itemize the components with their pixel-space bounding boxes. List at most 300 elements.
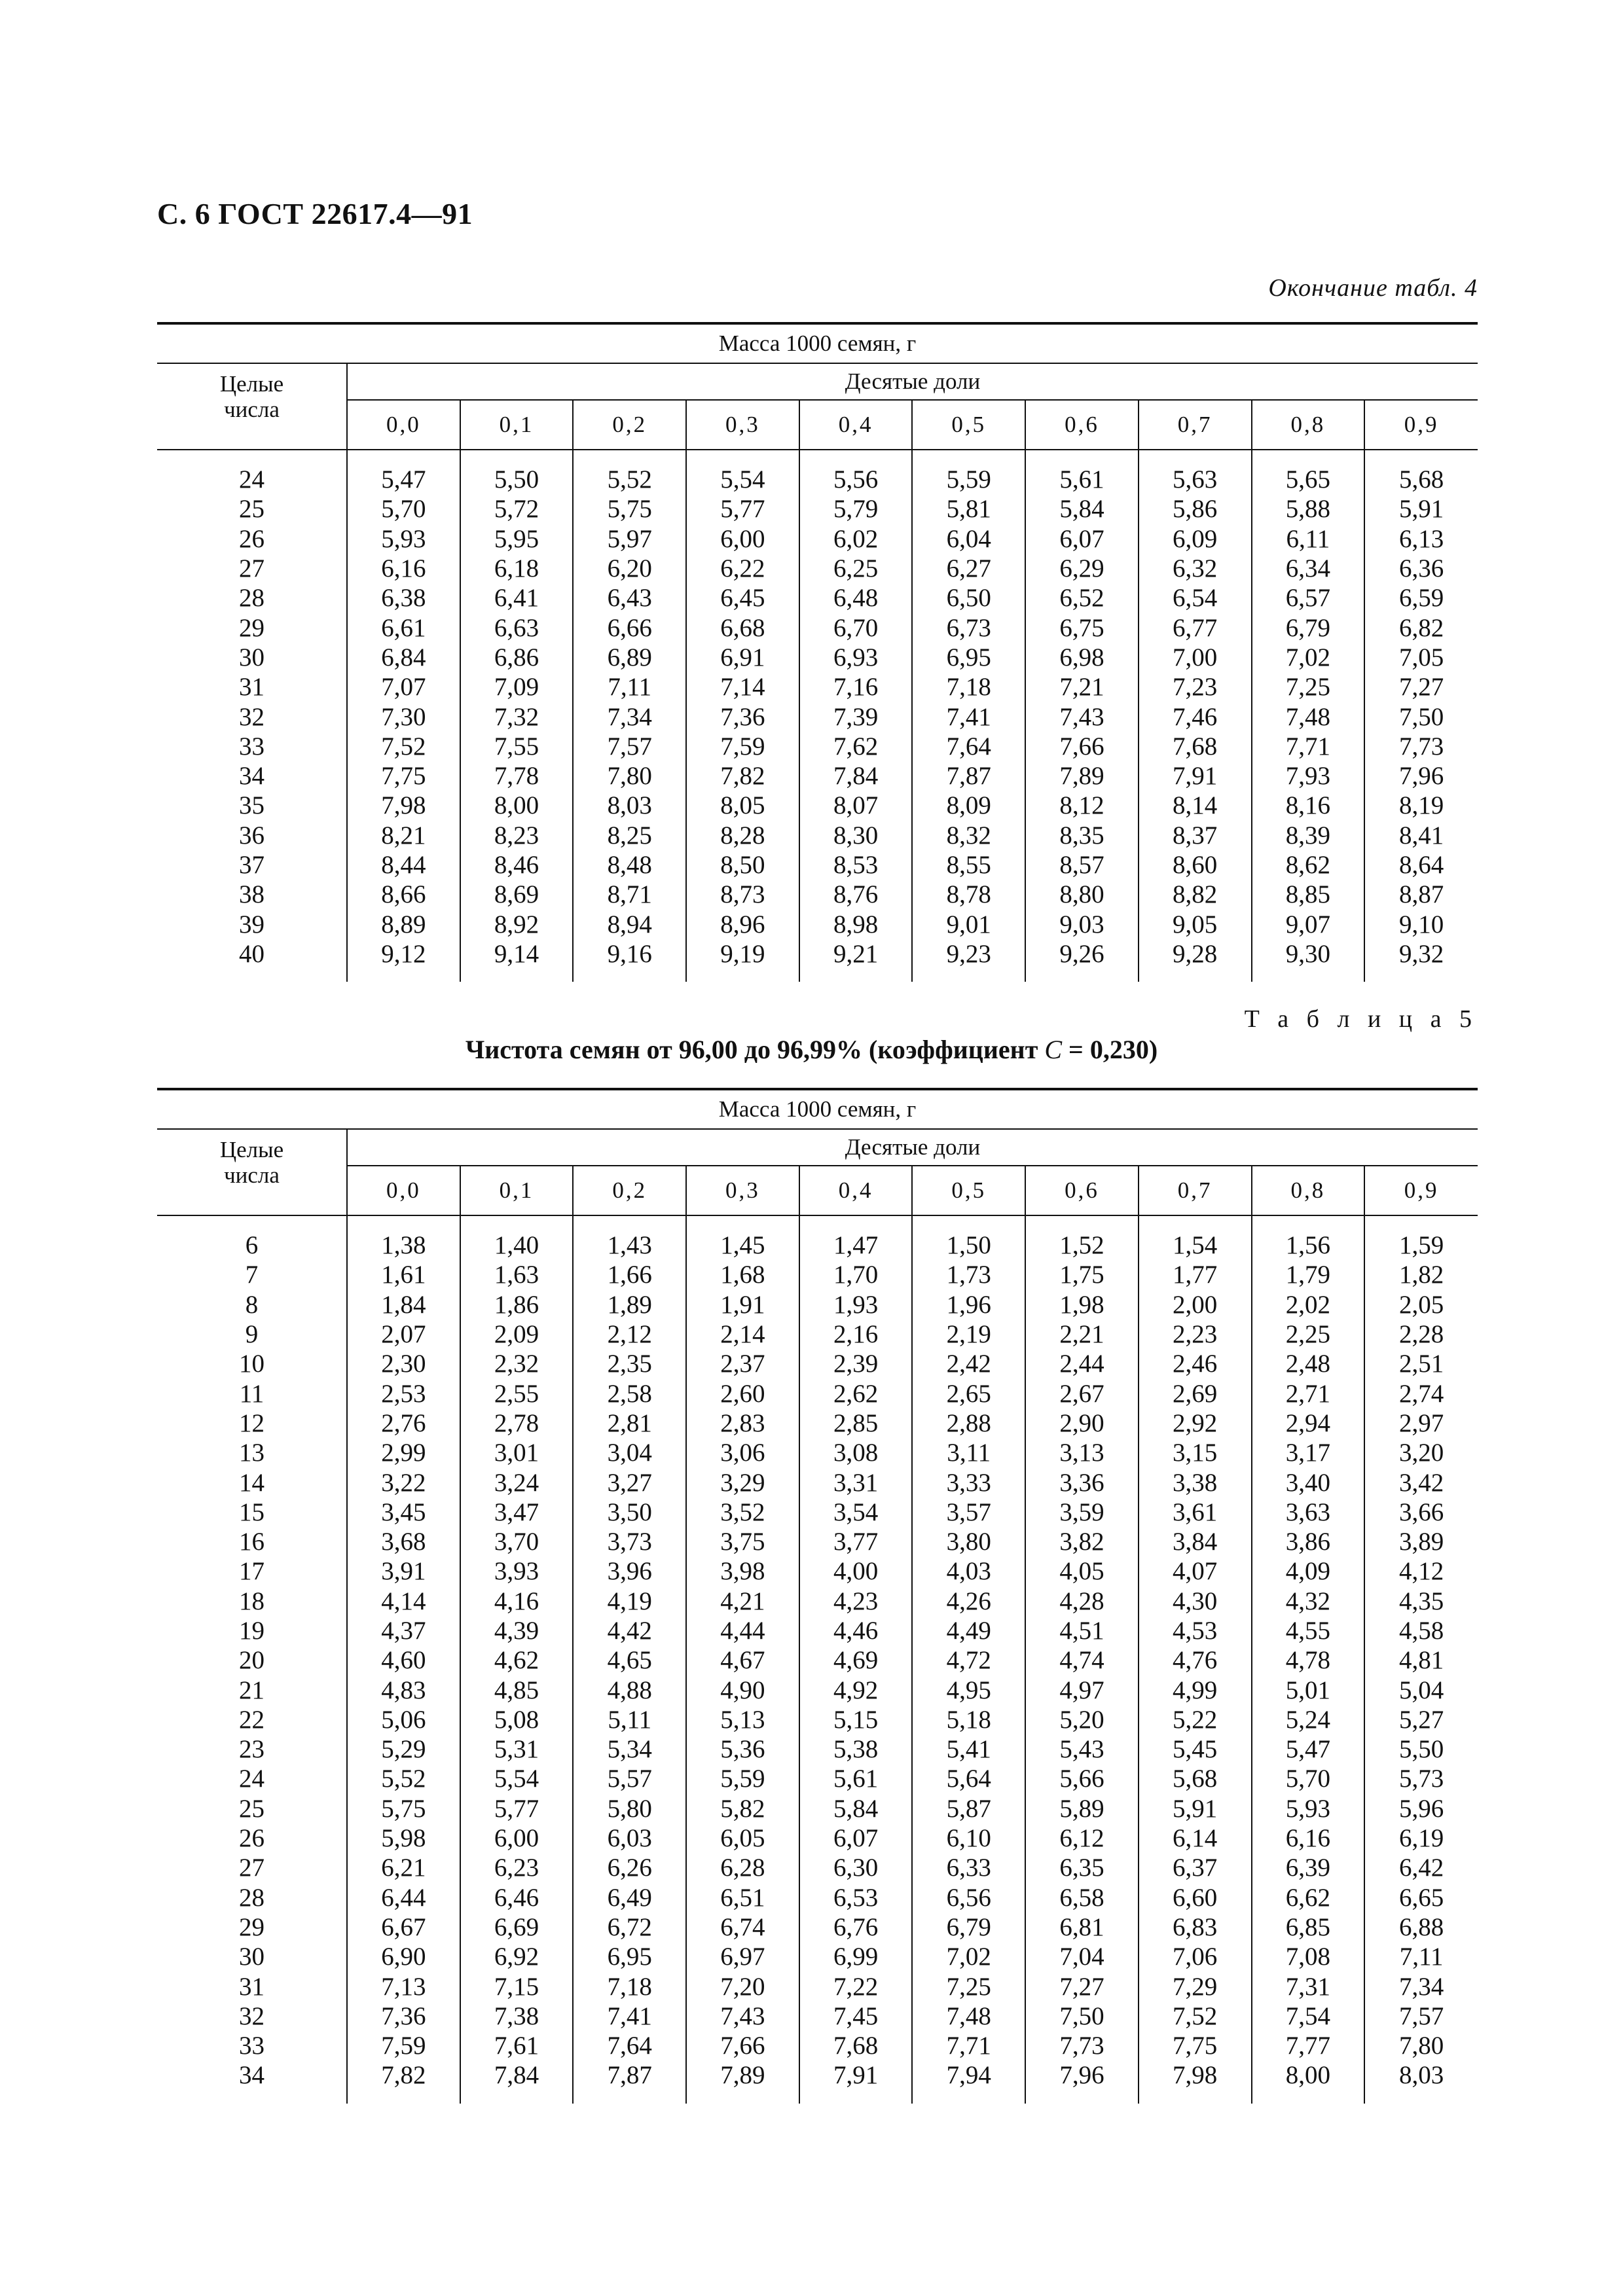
value-cell: 7,48 bbox=[912, 2001, 1025, 2031]
value-cell: 2,07 bbox=[347, 1319, 460, 1349]
spacer-cell bbox=[1252, 1215, 1365, 1230]
value-cell: 6,59 bbox=[1398, 584, 1444, 613]
value-cell: 4,83 bbox=[347, 1675, 460, 1704]
table-row bbox=[157, 643, 1478, 672]
value-cell: 7,04 bbox=[1025, 1942, 1139, 1971]
value-cell: 4,90 bbox=[686, 1675, 799, 1704]
value-cell: 5,59 bbox=[912, 465, 1025, 494]
padding-cell bbox=[157, 2090, 347, 2104]
value-cell: 5,54 bbox=[460, 1764, 574, 1793]
value-cell: 8,16 bbox=[1252, 791, 1365, 820]
value-cell: 1,38 bbox=[347, 1230, 460, 1260]
value-cell: 5,54 bbox=[686, 465, 799, 494]
table-row bbox=[157, 1645, 1478, 1675]
value-cell: 8,50 bbox=[686, 850, 799, 880]
decimal-column-header: 0,0 bbox=[347, 1166, 460, 1215]
value-cell: 3,20 bbox=[1398, 1439, 1444, 1467]
value-cell: 1,66 bbox=[573, 1260, 686, 1289]
value-cell: 5,43 bbox=[1025, 1734, 1139, 1764]
value-cell: 4,67 bbox=[686, 1645, 799, 1675]
value-cell: 4,49 bbox=[912, 1616, 1025, 1645]
value-cell: 7,94 bbox=[912, 2060, 1025, 2090]
table-5-body bbox=[157, 1215, 1478, 2104]
value-cell: 6,11 bbox=[1252, 524, 1365, 554]
value-cell: 6,12 bbox=[1025, 1823, 1139, 1853]
value-cell: 7,96 bbox=[1398, 762, 1444, 791]
table-row bbox=[157, 494, 1478, 524]
value-cell: 8,66 bbox=[347, 880, 460, 909]
value-cell: 7,82 bbox=[686, 761, 799, 791]
value-cell: 2,83 bbox=[686, 1408, 799, 1438]
value-cell: 6,00 bbox=[460, 1823, 574, 1853]
integer-cell: 30 bbox=[157, 643, 347, 672]
value-cell: 7,15 bbox=[460, 1971, 574, 2001]
integers-header bbox=[157, 1129, 347, 1215]
value-cell: 6,84 bbox=[347, 643, 460, 672]
value-cell: 5,04 bbox=[1398, 1676, 1444, 1704]
value-cell: 1,89 bbox=[573, 1290, 686, 1319]
value-cell: 7,32 bbox=[460, 702, 574, 731]
table-row bbox=[157, 1794, 1478, 1823]
value-cell: 8,57 bbox=[1025, 850, 1139, 880]
table-row bbox=[157, 1230, 1478, 1260]
table-row bbox=[157, 672, 1478, 702]
value-cell: 7,84 bbox=[460, 2060, 574, 2090]
value-cell: 5,68 bbox=[1398, 465, 1444, 494]
value-cell: 8,69 bbox=[460, 880, 574, 909]
value-cell: 8,64 bbox=[1398, 851, 1444, 879]
value-cell: 6,36 bbox=[1398, 554, 1444, 583]
value-cell: 7,48 bbox=[1252, 702, 1365, 731]
value-cell: 8,46 bbox=[460, 850, 574, 880]
integer-cell: 6 bbox=[157, 1230, 347, 1260]
value-cell: 7,64 bbox=[573, 2031, 686, 2060]
value-cell: 3,66 bbox=[1398, 1498, 1444, 1526]
value-cell: 4,74 bbox=[1025, 1645, 1139, 1675]
value-cell: 2,02 bbox=[1252, 1290, 1365, 1319]
value-cell: 7,14 bbox=[686, 672, 799, 702]
integer-cell: 20 bbox=[157, 1645, 347, 1675]
value-cell: 3,38 bbox=[1139, 1467, 1252, 1497]
value-cell: 5,20 bbox=[1025, 1705, 1139, 1734]
value-cell: 2,46 bbox=[1139, 1349, 1252, 1378]
value-cell: 4,16 bbox=[460, 1587, 574, 1616]
value-cell: 4,03 bbox=[912, 1556, 1025, 1586]
integer-cell: 19 bbox=[157, 1616, 347, 1645]
table-4 bbox=[157, 322, 1478, 982]
value-cell: 2,62 bbox=[799, 1378, 913, 1408]
table-row bbox=[157, 732, 1478, 761]
value-cell: 7,46 bbox=[1139, 702, 1252, 731]
spacer-cell bbox=[347, 450, 460, 465]
value-cell: 8,44 bbox=[347, 850, 460, 880]
decimal-column-header: 0,3 bbox=[686, 400, 799, 450]
value-cell: 2,69 bbox=[1139, 1378, 1252, 1408]
value-cell: 6,48 bbox=[799, 583, 913, 613]
value-cell: 7,21 bbox=[1025, 672, 1139, 702]
value-cell: 2,99 bbox=[347, 1438, 460, 1467]
value-cell: 2,65 bbox=[912, 1378, 1025, 1408]
value-cell: 5,77 bbox=[686, 494, 799, 524]
value-cell: 8,14 bbox=[1139, 791, 1252, 820]
value-cell: 5,24 bbox=[1252, 1705, 1365, 1734]
value-cell: 3,96 bbox=[573, 1556, 686, 1586]
value-cell: 6,79 bbox=[1252, 613, 1365, 642]
value-cell: 4,58 bbox=[1398, 1617, 1444, 1645]
value-cell: 1,98 bbox=[1025, 1290, 1139, 1319]
value-cell: 4,60 bbox=[347, 1645, 460, 1675]
value-cell: 6,04 bbox=[912, 524, 1025, 554]
value-cell: 2,92 bbox=[1139, 1408, 1252, 1438]
decimal-column-header: 0,5 bbox=[912, 400, 1025, 450]
decimal-column-header: 0,4 bbox=[799, 1166, 913, 1215]
value-cell: 2,53 bbox=[347, 1378, 460, 1408]
value-cell: 8,30 bbox=[799, 821, 913, 850]
value-cell: 6,65 bbox=[1398, 1883, 1444, 1912]
value-cell: 9,21 bbox=[799, 939, 913, 969]
table-row bbox=[157, 761, 1478, 791]
spacer-cell bbox=[1252, 450, 1365, 465]
value-cell: 1,40 bbox=[460, 1230, 574, 1260]
value-cell: 6,95 bbox=[912, 643, 1025, 672]
value-cell: 7,73 bbox=[1025, 2031, 1139, 2060]
table-row bbox=[157, 1498, 1478, 1527]
value-cell: 8,55 bbox=[912, 850, 1025, 880]
value-cell: 2,85 bbox=[799, 1408, 913, 1438]
table-row bbox=[157, 1587, 1478, 1616]
value-cell: 7,73 bbox=[1398, 732, 1444, 761]
value-cell: 8,35 bbox=[1025, 821, 1139, 850]
value-cell: 7,50 bbox=[1025, 2001, 1139, 2031]
value-cell: 7,98 bbox=[347, 791, 460, 820]
value-cell: 3,40 bbox=[1252, 1467, 1365, 1497]
value-cell: 7,68 bbox=[1139, 732, 1252, 761]
value-cell: 8,03 bbox=[1398, 2061, 1444, 2090]
value-cell: 6,57 bbox=[1252, 583, 1365, 613]
integer-cell: 37 bbox=[157, 850, 347, 880]
value-cell: 6,92 bbox=[460, 1942, 574, 1971]
integer-cell: 30 bbox=[157, 1942, 347, 1971]
value-cell: 8,80 bbox=[1025, 880, 1139, 909]
value-cell: 6,69 bbox=[460, 1912, 574, 1942]
value-cell: 7,52 bbox=[347, 732, 460, 761]
table-row bbox=[157, 909, 1478, 939]
value-cell: 6,41 bbox=[460, 583, 574, 613]
value-cell: 8,92 bbox=[460, 909, 574, 939]
value-cell: 4,35 bbox=[1398, 1587, 1444, 1615]
value-cell: 7,98 bbox=[1139, 2060, 1252, 2090]
value-cell: 3,01 bbox=[460, 1438, 574, 1467]
value-cell: 2,44 bbox=[1025, 1349, 1139, 1378]
value-cell: 2,09 bbox=[460, 1319, 574, 1349]
value-cell: 2,39 bbox=[799, 1349, 913, 1378]
value-cell: 6,13 bbox=[1398, 524, 1444, 553]
value-cell: 2,97 bbox=[1398, 1408, 1444, 1437]
value-cell: 5,27 bbox=[1398, 1705, 1444, 1734]
value-cell: 5,77 bbox=[460, 1794, 574, 1823]
value-cell: 1,50 bbox=[912, 1230, 1025, 1260]
value-cell: 8,85 bbox=[1252, 880, 1365, 909]
value-cell: 5,41 bbox=[912, 1734, 1025, 1764]
integer-cell: 24 bbox=[157, 1764, 347, 1793]
value-cell: 6,56 bbox=[912, 1883, 1025, 1912]
value-cell: 6,34 bbox=[1252, 554, 1365, 583]
decimal-column-header: 0,4 bbox=[799, 400, 913, 450]
value-cell: 8,60 bbox=[1139, 850, 1252, 880]
value-cell: 7,18 bbox=[573, 1971, 686, 2001]
integer-cell: 24 bbox=[157, 465, 347, 494]
value-cell: 9,07 bbox=[1252, 909, 1365, 939]
value-cell: 3,22 bbox=[347, 1467, 460, 1497]
integer-cell: 28 bbox=[157, 583, 347, 613]
value-cell: 7,57 bbox=[1398, 2001, 1444, 2030]
value-cell: 5,64 bbox=[912, 1764, 1025, 1793]
integer-cell: 11 bbox=[157, 1378, 347, 1408]
value-cell: 5,50 bbox=[1398, 1735, 1444, 1764]
value-cell: 5,89 bbox=[1025, 1794, 1139, 1823]
value-cell: 4,19 bbox=[573, 1587, 686, 1616]
value-cell: 7,55 bbox=[460, 732, 574, 761]
value-cell: 5,68 bbox=[1139, 1764, 1252, 1793]
value-cell: 3,29 bbox=[686, 1467, 799, 1497]
value-cell: 7,25 bbox=[1252, 672, 1365, 702]
value-cell: 4,55 bbox=[1252, 1616, 1365, 1645]
value-cell: 4,78 bbox=[1252, 1645, 1365, 1675]
decimal-column-header: 0,9 bbox=[1364, 400, 1478, 450]
integer-cell: 13 bbox=[157, 1438, 347, 1467]
value-cell: 7,02 bbox=[912, 1942, 1025, 1971]
table-row bbox=[157, 1349, 1478, 1378]
value-cell: 7,82 bbox=[347, 2060, 460, 2090]
table-row bbox=[157, 613, 1478, 642]
value-cell: 5,06 bbox=[347, 1705, 460, 1734]
padding-cell bbox=[912, 2090, 1025, 2104]
integer-cell: 28 bbox=[157, 1883, 347, 1912]
value-cell: 7,29 bbox=[1139, 1971, 1252, 2001]
integer-cell: 39 bbox=[157, 909, 347, 939]
value-cell: 6,46 bbox=[460, 1883, 574, 1912]
integer-cell: 29 bbox=[157, 613, 347, 642]
value-cell: 6,73 bbox=[912, 613, 1025, 642]
integer-cell: 15 bbox=[157, 1498, 347, 1527]
value-cell: 7,59 bbox=[347, 2031, 460, 2060]
value-cell: 5,57 bbox=[573, 1764, 686, 1793]
value-cell: 7,43 bbox=[1025, 702, 1139, 731]
value-cell: 3,31 bbox=[799, 1467, 913, 1497]
value-cell: 6,22 bbox=[686, 554, 799, 583]
spacer-cell bbox=[347, 1215, 460, 1230]
value-cell: 5,86 bbox=[1139, 494, 1252, 524]
spacer-cell bbox=[686, 450, 799, 465]
value-cell: 7,93 bbox=[1252, 761, 1365, 791]
spacer-cell bbox=[912, 450, 1025, 465]
table-row bbox=[157, 1971, 1478, 2001]
value-cell: 1,79 bbox=[1252, 1260, 1365, 1289]
value-cell: 6,20 bbox=[573, 554, 686, 583]
padding-cell bbox=[347, 969, 460, 982]
value-cell: 3,82 bbox=[1025, 1527, 1139, 1556]
value-cell: 6,49 bbox=[573, 1883, 686, 1912]
value-cell: 6,98 bbox=[1025, 643, 1139, 672]
integer-cell: 27 bbox=[157, 1853, 347, 1882]
value-cell: 6,35 bbox=[1025, 1853, 1139, 1882]
value-cell: 3,04 bbox=[573, 1438, 686, 1467]
value-cell: 4,69 bbox=[799, 1645, 913, 1675]
value-cell: 4,14 bbox=[347, 1587, 460, 1616]
value-cell: 6,38 bbox=[347, 583, 460, 613]
value-cell: 7,68 bbox=[799, 2031, 913, 2060]
value-cell: 7,08 bbox=[1252, 1942, 1365, 1971]
value-cell: 5,36 bbox=[686, 1734, 799, 1764]
value-cell: 9,32 bbox=[1398, 939, 1444, 968]
value-cell: 5,34 bbox=[573, 1734, 686, 1764]
table-row bbox=[157, 1734, 1478, 1764]
value-cell: 6,90 bbox=[347, 1942, 460, 1971]
value-cell: 6,43 bbox=[573, 583, 686, 613]
value-cell: 5,73 bbox=[1398, 1765, 1444, 1793]
value-cell: 2,51 bbox=[1398, 1350, 1444, 1378]
value-cell: 5,95 bbox=[460, 524, 574, 554]
value-cell: 4,21 bbox=[686, 1587, 799, 1616]
value-cell: 7,09 bbox=[460, 672, 574, 702]
mass-header: Масса 1000 семян, г bbox=[157, 323, 1478, 363]
value-cell: 7,80 bbox=[573, 761, 686, 791]
value-cell: 7,05 bbox=[1398, 643, 1444, 672]
value-cell: 8,32 bbox=[912, 821, 1025, 850]
integers-header bbox=[157, 363, 347, 450]
spacer-cell bbox=[1025, 450, 1139, 465]
value-cell: 7,31 bbox=[1252, 1971, 1365, 2001]
value-cell: 2,12 bbox=[573, 1319, 686, 1349]
table-row bbox=[157, 2031, 1478, 2060]
value-cell: 6,68 bbox=[686, 613, 799, 642]
value-cell: 6,32 bbox=[1139, 554, 1252, 583]
value-cell: 4,26 bbox=[912, 1587, 1025, 1616]
value-cell: 7,25 bbox=[912, 1971, 1025, 2001]
padding-cell bbox=[573, 2090, 686, 2104]
value-cell: 6,51 bbox=[686, 1883, 799, 1912]
value-cell: 6,58 bbox=[1025, 1883, 1139, 1912]
value-cell: 6,16 bbox=[1252, 1823, 1365, 1853]
table-row bbox=[157, 1883, 1478, 1912]
value-cell: 6,25 bbox=[799, 554, 913, 583]
value-cell: 3,80 bbox=[912, 1527, 1025, 1556]
spacer-cell bbox=[460, 450, 574, 465]
value-cell: 8,96 bbox=[686, 909, 799, 939]
value-cell: 6,62 bbox=[1252, 1883, 1365, 1912]
table-5 bbox=[157, 1088, 1478, 2104]
spacer-cell bbox=[1364, 1215, 1478, 1230]
value-cell: 5,22 bbox=[1139, 1705, 1252, 1734]
value-cell: 7,16 bbox=[799, 672, 913, 702]
integer-cell: 22 bbox=[157, 1705, 347, 1734]
padding-cell bbox=[686, 2090, 799, 2104]
value-cell: 6,07 bbox=[799, 1823, 913, 1853]
padding-cell bbox=[799, 2090, 913, 2104]
value-cell: 8,71 bbox=[573, 880, 686, 909]
integer-cell: 32 bbox=[157, 2001, 347, 2031]
value-cell: 6,23 bbox=[460, 1853, 574, 1882]
value-cell: 6,99 bbox=[799, 1942, 913, 1971]
table-row bbox=[157, 1438, 1478, 1467]
value-cell: 1,59 bbox=[1398, 1231, 1444, 1260]
value-cell: 8,39 bbox=[1252, 821, 1365, 850]
value-cell: 7,11 bbox=[573, 672, 686, 702]
value-cell: 7,20 bbox=[686, 1971, 799, 2001]
value-cell: 6,76 bbox=[799, 1912, 913, 1942]
value-cell: 5,45 bbox=[1139, 1734, 1252, 1764]
value-cell: 4,07 bbox=[1139, 1556, 1252, 1586]
decimal-column-header: 0,8 bbox=[1252, 1166, 1365, 1215]
integers-header-line2: числа bbox=[224, 396, 280, 422]
table-row bbox=[157, 1705, 1478, 1734]
value-cell: 4,81 bbox=[1398, 1646, 1444, 1675]
value-cell: 4,39 bbox=[460, 1616, 574, 1645]
value-cell: 6,45 bbox=[686, 583, 799, 613]
value-cell: 2,21 bbox=[1025, 1319, 1139, 1349]
value-cell: 6,74 bbox=[686, 1912, 799, 1942]
spacer-cell bbox=[157, 450, 347, 465]
value-cell: 7,62 bbox=[799, 732, 913, 761]
value-cell: 6,42 bbox=[1398, 1854, 1444, 1882]
integer-cell: 27 bbox=[157, 554, 347, 583]
value-cell: 6,86 bbox=[460, 643, 574, 672]
value-cell: 6,26 bbox=[573, 1853, 686, 1882]
value-cell: 2,37 bbox=[686, 1349, 799, 1378]
value-cell: 8,62 bbox=[1252, 850, 1365, 880]
value-cell: 9,30 bbox=[1252, 939, 1365, 969]
value-cell: 5,91 bbox=[1398, 495, 1444, 524]
table-row bbox=[157, 791, 1478, 820]
value-cell: 5,82 bbox=[686, 1794, 799, 1823]
value-cell: 5,84 bbox=[799, 1794, 913, 1823]
value-cell: 3,11 bbox=[912, 1438, 1025, 1467]
value-cell: 1,93 bbox=[799, 1290, 913, 1319]
value-cell: 4,95 bbox=[912, 1675, 1025, 1704]
value-cell: 3,33 bbox=[912, 1467, 1025, 1497]
integer-cell: 34 bbox=[157, 761, 347, 791]
value-cell: 4,88 bbox=[573, 1675, 686, 1704]
value-cell: 5,79 bbox=[799, 494, 913, 524]
value-cell: 7,52 bbox=[1139, 2001, 1252, 2031]
value-cell: 7,89 bbox=[686, 2060, 799, 2090]
table-row bbox=[157, 465, 1478, 494]
value-cell: 7,34 bbox=[573, 702, 686, 731]
table-row bbox=[157, 850, 1478, 880]
value-cell: 3,91 bbox=[347, 1556, 460, 1586]
value-cell: 4,72 bbox=[912, 1645, 1025, 1675]
table-row bbox=[157, 939, 1478, 969]
value-cell: 7,50 bbox=[1398, 702, 1444, 731]
table-row bbox=[157, 1260, 1478, 1289]
integer-cell: 34 bbox=[157, 2060, 347, 2090]
padding-cell bbox=[1025, 2090, 1139, 2104]
value-cell: 7,07 bbox=[347, 672, 460, 702]
value-cell: 2,71 bbox=[1252, 1378, 1365, 1408]
spacer-cell bbox=[799, 450, 913, 465]
value-cell: 2,42 bbox=[912, 1349, 1025, 1378]
integers-header-line1: Целые bbox=[219, 1137, 284, 1162]
integer-cell: 14 bbox=[157, 1467, 347, 1497]
value-cell: 8,89 bbox=[347, 909, 460, 939]
value-cell: 8,00 bbox=[1252, 2060, 1365, 2090]
value-cell: 5,08 bbox=[460, 1705, 574, 1734]
value-cell: 8,12 bbox=[1025, 791, 1139, 820]
padding-cell bbox=[157, 969, 347, 982]
integer-cell: 31 bbox=[157, 672, 347, 702]
value-cell: 2,30 bbox=[347, 1349, 460, 1378]
integer-cell: 10 bbox=[157, 1349, 347, 1378]
